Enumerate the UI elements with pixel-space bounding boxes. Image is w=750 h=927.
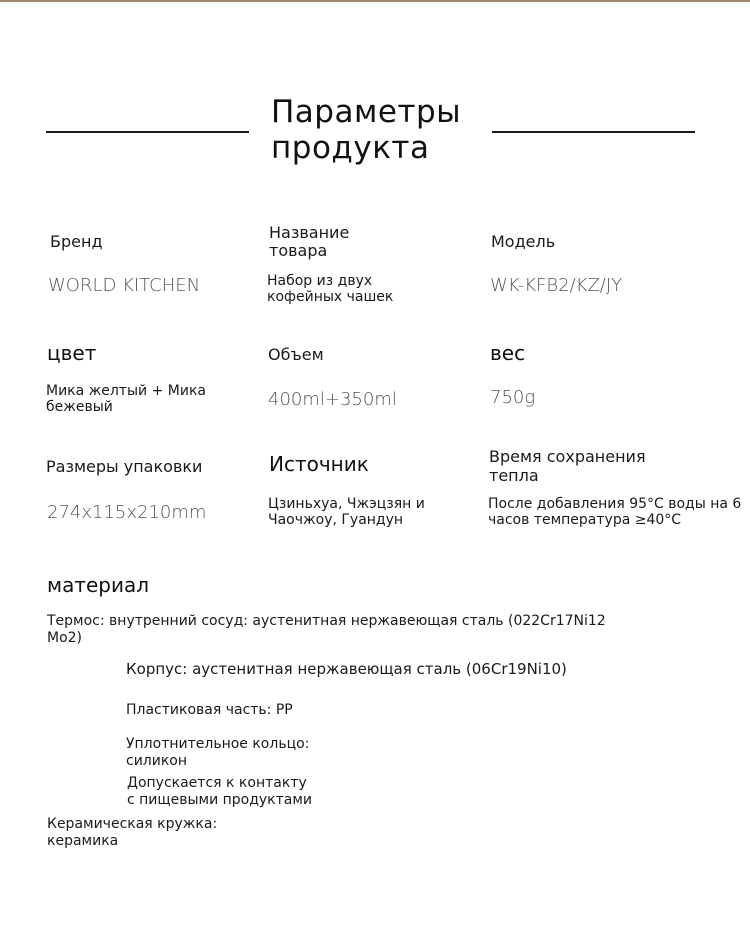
model-label: Модель xyxy=(491,232,556,251)
weight-label: вес xyxy=(490,341,526,365)
color-value: Мика желтый + Мика бежевый xyxy=(46,383,206,415)
page-title: Параметры продукта xyxy=(271,94,462,166)
package-label: Размеры упаковки xyxy=(46,457,203,476)
material-thermos: Термос: внутренний сосуд: аустенитная нержавеющая сталь (022Cr17Ni12 Mo2) xyxy=(47,613,606,646)
volume-value: 400ml+350ml xyxy=(268,389,397,410)
material-seal: Уплотнительное кольцо: силикон xyxy=(126,736,310,769)
material-label: материал xyxy=(47,573,150,597)
product-name-value: Набор из двух кофейных чашек xyxy=(267,273,394,305)
material-plastic: Пластиковая часть: PP xyxy=(126,702,293,718)
product-name-label: Название товара xyxy=(269,223,350,260)
title-rule-left xyxy=(46,131,249,133)
brand-value: WORLD KITCHEN xyxy=(48,275,201,296)
material-ceramic: Керамическая кружка: керамика xyxy=(47,816,218,849)
model-value: WK-KFB2/KZ/JY xyxy=(490,275,623,296)
package-value: 274x115x210mm xyxy=(47,502,207,523)
origin-label: Источник xyxy=(269,452,369,476)
weight-value: 750g xyxy=(490,387,536,408)
title-rule-right xyxy=(492,131,695,133)
material-body: Корпус: аустенитная нержавеющая сталь (06Cr19Ni10) xyxy=(126,660,567,678)
top-border xyxy=(0,0,750,2)
color-label: цвет xyxy=(47,341,97,365)
brand-label: Бренд xyxy=(50,232,103,251)
volume-label: Объем xyxy=(268,345,324,364)
heat-label: Время сохранения тепла xyxy=(489,447,646,485)
heat-value: После добавления 95°C воды на 6 часов температура ≥40°C xyxy=(488,496,742,528)
material-food-contact: Допускается к контакту с пищевыми продуктами xyxy=(127,775,313,808)
origin-value: Цзиньхуа, Чжэцзян и Чаочжоу, Гуандун xyxy=(268,496,425,528)
